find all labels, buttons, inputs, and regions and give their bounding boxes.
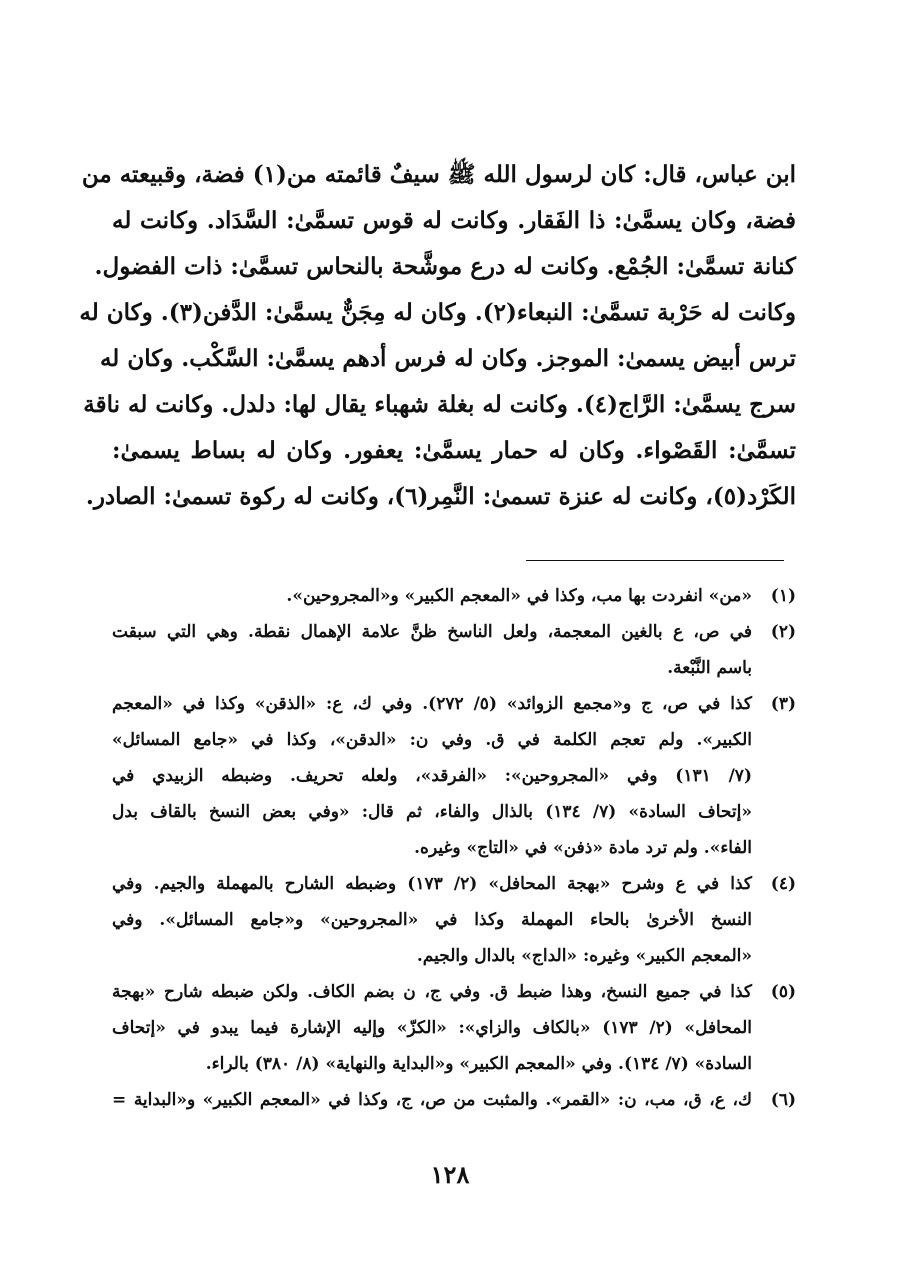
footnote	[112, 866, 796, 974]
main-text-line: وكانت له حَرْبة تسمَّىٰ: النبعاء(٢). وكان له مِجَنٌّ يسمَّىٰ: الدَّفن(٣). وكان له	[79, 299, 796, 326]
footnote	[112, 578, 796, 614]
footnote-line: النسخ الأخرىٰ بالحاء المهملة وكذا في «المجروحين» و«جامع المسائل». وفي	[112, 910, 752, 930]
footnote-number: (٤)	[770, 874, 796, 894]
page-number: ١٢٨	[430, 1160, 470, 1189]
footnote-line: المحافل» (٢/ ١٧٣) «بالكاف والزاي»: «الكزّ» وإليه الإشارة فيما يبدو في «إتحاف	[112, 1018, 752, 1038]
main-text-line: ترس أبيض يسمىٰ: الموجز. وكان له فرس أدهم يسمَّىٰ: السَّكْب. وكان له	[99, 345, 796, 372]
footnote-line: ك، ع، ق، مب، ن: «القمر». والمثبت من ص، ج، وكذا في «المعجم الكبير» و«البداية =	[112, 1090, 752, 1110]
footnote-number: (٢)	[770, 622, 796, 642]
footnote-number: (١)	[770, 586, 796, 606]
footnote-number: (٥)	[770, 982, 796, 1002]
footnote-number: (٣)	[770, 694, 796, 714]
footnote-line: كذا في جميع النسخ، وهذا ضبط ق. وفي ج، ن بضم الكاف. ولكن ضبطه شارح «بهجة	[112, 982, 752, 1002]
footnote	[112, 686, 796, 866]
footnote	[112, 974, 796, 1082]
main-text-block	[79, 152, 796, 520]
footnote-line: باسم النَّبْعة.	[667, 658, 752, 678]
footnote-line: «إتحاف السادة» (٧/ ١٣٤) بالذال والفاء، ثم قال: «وفي بعض النسخ بالقاف بدل	[112, 802, 752, 822]
footnote-number: (٦)	[770, 1090, 796, 1110]
main-text-line: سرج يسمَّىٰ: الرَّاج(٤). وكانت له بغلة شهباء يقال لها: دلدل. وكانت له ناقة	[83, 391, 796, 418]
main-text-line: الكَرْد(٥)، وكانت له عنزة تسمىٰ: النَّمِر(٦)، وكانت له ركوة تسمىٰ: الصادر.	[85, 483, 796, 510]
footnote-line: «من» انفردت بها مب، وكذا في «المعجم الكبير» و«المجروحين».	[286, 586, 752, 606]
footnote-line: في ص، ع بالغين المعجمة، ولعل الناسخ ظنَّ علامة الإهمال نقطة. وهي التي سبقت	[112, 622, 752, 642]
footnote-line: (٧/ ١٣١) وفي «المجروحين»: «الفرقد»، ولعله تحريف. وضبطه الزبيدي في	[112, 766, 752, 786]
footnote	[112, 1082, 796, 1118]
footnote-line: الفاء». ولم ترد مادة «ذفن» في «التاج» وغيره.	[414, 838, 752, 858]
footnote-line: كذا في ص، ج و«مجمع الزوائد» (٥/ ٢٧٢). وفي ك، ع: «الذقن» وكذا في «المعجم	[112, 694, 752, 714]
main-text-line: كنانة تسمَّىٰ: الجُمْع. وكانت له درع موشَّحة بالنحاس تسمَّىٰ: ذات الفضول.	[94, 253, 796, 280]
footnote-line: كذا في ع وشرح «بهجة المحافل» (٢/ ١٧٣) وضبطه الشارح بالمهملة والجيم. وفي	[112, 874, 752, 894]
footnote-line: «المعجم الكبير» وغيره: «الداج» بالدال والجيم.	[416, 946, 752, 966]
main-text-line: تسمَّىٰ: القَصْواء. وكان له حمار يسمَّىٰ: يعفور. وكان له بساط يسمىٰ:	[112, 437, 796, 464]
footnote-line: السادة» (٧/ ١٣٤). وفي «المعجم الكبير» و«البداية والنهاية» (٨/ ٣٨٠) بالراء.	[205, 1054, 752, 1074]
main-text-line: فضة، وكان يسمَّىٰ: ذا الفَقار. وكانت له قوس تسمَّىٰ: السَّدَاد. وكانت له	[112, 207, 796, 234]
footnote	[112, 614, 796, 686]
footnote-separator	[526, 560, 784, 561]
footnotes-block	[112, 578, 796, 1118]
main-text-line: ابن عباس، قال: كان لرسول الله ﷺ سيفٌ قائمته من(١) فضة، وقبيعته من	[81, 161, 796, 188]
footnote-line: الكبير». ولم تعجم الكلمة في ق. وفي ن: «الدقن»، وكذا في «جامع المسائل»	[112, 730, 752, 750]
